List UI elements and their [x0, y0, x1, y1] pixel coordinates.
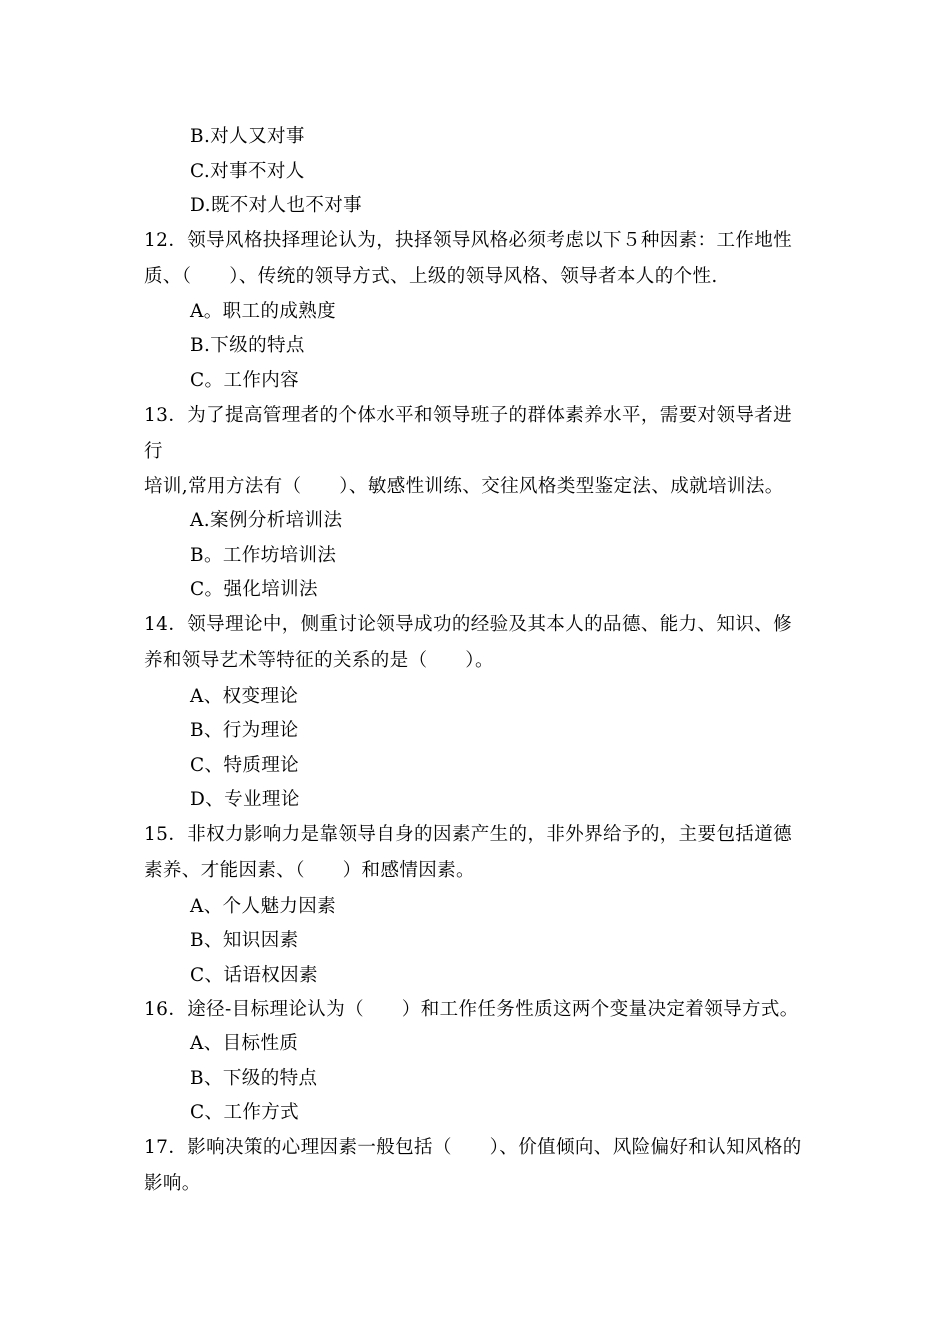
- option-line: B.对人又对事: [190, 126, 305, 147]
- question-line: 17．影响决策的心理因素一般包括（ ）、价值倾向、风险偏好和认知风格的: [144, 1137, 802, 1158]
- option-line: C。强化培训法: [190, 579, 318, 600]
- question-line: 质、（ ）、传统的领导方式、上级的领导风格、领导者本人的个性.: [144, 266, 718, 287]
- question-line: 影响。: [144, 1173, 201, 1194]
- option-line: A、个人魅力因素: [190, 896, 337, 917]
- option-line: D、专业理论: [190, 789, 300, 810]
- question-line: 养和领导艺术等特征的关系的是（ ）。: [144, 650, 494, 671]
- option-line: D.既不对人也不对事: [190, 195, 363, 216]
- option-line: C、话语权因素: [190, 965, 318, 986]
- option-line: C、工作方式: [190, 1102, 300, 1123]
- option-line: B。工作坊培训法: [190, 545, 337, 566]
- option-line: A、权变理论: [190, 686, 299, 707]
- question-line: 15．非权力影响力是靠领导自身的因素产生的，非外界给予的，主要包括道德: [144, 824, 793, 845]
- option-line: C。工作内容: [190, 370, 300, 391]
- question-line: 行: [144, 441, 163, 462]
- option-line: C.对事不对人: [190, 161, 305, 182]
- option-line: B.下级的特点: [190, 335, 305, 356]
- option-line: B、下级的特点: [190, 1068, 318, 1089]
- question-line: 素养、才能因素、（ ）和感情因素。: [144, 860, 475, 881]
- question-line: 13．为了提高管理者的个体水平和领导班子的群体素养水平，需要对领导者进: [144, 405, 793, 426]
- option-line: A.案例分析培训法: [190, 510, 343, 531]
- option-line: B、行为理论: [190, 720, 299, 741]
- question-line: 12．领导风格抉择理论认为，抉择领导风格必须考虑以下５种因素：工作地性: [144, 230, 793, 251]
- option-line: C、特质理论: [190, 755, 300, 776]
- question-line: 14．领导理论中，侧重讨论领导成功的经验及其本人的品德、能力、知识、修: [144, 614, 793, 635]
- question-line: 16．途径-目标理论认为（ ）和工作任务性质这两个变量决定着领导方式。: [144, 999, 799, 1020]
- option-line: A。职工的成熟度: [190, 301, 337, 322]
- option-line: B、知识因素: [190, 930, 299, 951]
- option-line: A、目标性质: [190, 1033, 299, 1054]
- question-line: 培训,常用方法有（ ）、敏感性训练、交往风格类型鉴定法、成就培训法。: [144, 476, 784, 497]
